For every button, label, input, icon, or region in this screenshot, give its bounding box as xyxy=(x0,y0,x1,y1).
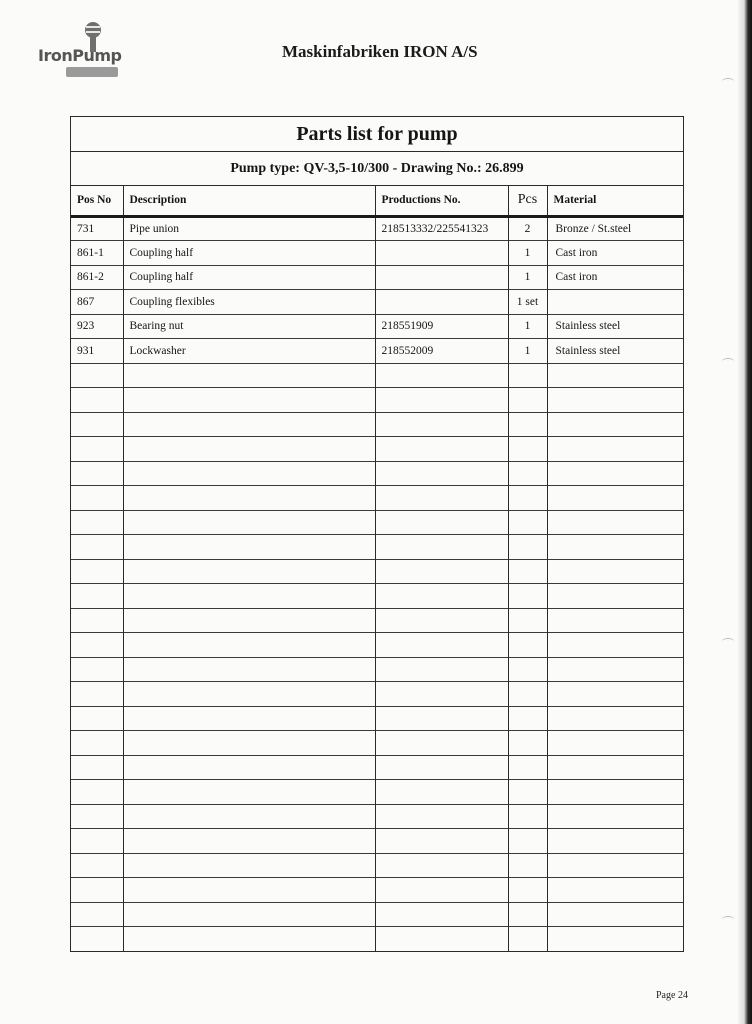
cell-pos: 861-1 xyxy=(71,241,123,266)
cell-production-no xyxy=(375,241,508,266)
cell-material: Bronze / St.steel xyxy=(547,216,683,241)
cell-description xyxy=(123,363,375,388)
cell-material xyxy=(547,780,683,805)
cell-production-no xyxy=(375,486,508,511)
cell-material xyxy=(547,290,683,315)
table-row-empty xyxy=(71,633,683,658)
table-row-empty xyxy=(71,584,683,609)
cell-pos xyxy=(71,363,123,388)
cell-material xyxy=(547,412,683,437)
cell-pcs: 1 set xyxy=(508,290,547,315)
cell-pcs xyxy=(508,437,547,462)
sheet-title: Parts list for pump xyxy=(71,117,683,152)
column-header-material: Material xyxy=(547,186,683,216)
cell-pcs xyxy=(508,902,547,927)
table-row-empty xyxy=(71,902,683,927)
cell-material: Stainless steel xyxy=(547,314,683,339)
cell-description: Coupling half xyxy=(123,241,375,266)
cell-production-no xyxy=(375,535,508,560)
cell-description xyxy=(123,559,375,584)
table-row-empty xyxy=(71,682,683,707)
cell-pos xyxy=(71,388,123,413)
cell-pcs xyxy=(508,657,547,682)
cell-material xyxy=(547,902,683,927)
cell-production-no: 218552009 xyxy=(375,339,508,364)
cell-pos xyxy=(71,878,123,903)
table-row-empty xyxy=(71,559,683,584)
company-logo xyxy=(38,20,148,80)
cell-pos xyxy=(71,437,123,462)
cell-material xyxy=(547,510,683,535)
table-row-empty xyxy=(71,780,683,805)
cell-material xyxy=(547,461,683,486)
cell-production-no xyxy=(375,902,508,927)
cell-pos xyxy=(71,706,123,731)
cell-production-no xyxy=(375,363,508,388)
cell-pos xyxy=(71,608,123,633)
cell-production-no xyxy=(375,731,508,756)
cell-description xyxy=(123,584,375,609)
cell-pos xyxy=(71,902,123,927)
cell-material xyxy=(547,682,683,707)
cell-pos xyxy=(71,461,123,486)
cell-pcs xyxy=(508,755,547,780)
table-row xyxy=(71,265,683,290)
cell-description: Coupling flexibles xyxy=(123,290,375,315)
table-row-empty xyxy=(71,706,683,731)
logo-base xyxy=(66,67,118,77)
cell-production-no xyxy=(375,584,508,609)
cell-pos xyxy=(71,829,123,854)
cell-material xyxy=(547,755,683,780)
cell-pcs xyxy=(508,804,547,829)
cell-pcs xyxy=(508,510,547,535)
table-row-empty xyxy=(71,755,683,780)
cell-description xyxy=(123,412,375,437)
binder-mark xyxy=(722,358,734,365)
cell-production-no xyxy=(375,804,508,829)
cell-pos xyxy=(71,584,123,609)
cell-description xyxy=(123,829,375,854)
column-header-production-no: Productions No. xyxy=(375,186,508,216)
cell-description xyxy=(123,780,375,805)
cell-material: Cast iron xyxy=(547,241,683,266)
cell-description xyxy=(123,902,375,927)
cell-pos xyxy=(71,755,123,780)
cell-description: Lockwasher xyxy=(123,339,375,364)
cell-material xyxy=(547,559,683,584)
table-row-empty xyxy=(71,657,683,682)
cell-material xyxy=(547,363,683,388)
cell-material xyxy=(547,584,683,609)
cell-pcs xyxy=(508,584,547,609)
cell-pos: 861-2 xyxy=(71,265,123,290)
cell-description: Coupling half xyxy=(123,265,375,290)
cell-pcs xyxy=(508,927,547,952)
cell-production-no xyxy=(375,461,508,486)
cell-production-no xyxy=(375,878,508,903)
page-number: Page 24 xyxy=(656,990,688,1001)
parts-table xyxy=(71,186,683,951)
cell-pcs xyxy=(508,535,547,560)
cell-pos xyxy=(71,853,123,878)
table-row-empty xyxy=(71,804,683,829)
cell-pos xyxy=(71,731,123,756)
cell-production-no xyxy=(375,290,508,315)
cell-description xyxy=(123,731,375,756)
cell-description xyxy=(123,853,375,878)
cell-pcs: 1 xyxy=(508,339,547,364)
cell-production-no xyxy=(375,633,508,658)
column-header-pcs: Pcs xyxy=(508,186,547,216)
cell-material xyxy=(547,706,683,731)
cell-pcs xyxy=(508,633,547,658)
cell-pcs xyxy=(508,363,547,388)
cell-pcs xyxy=(508,486,547,511)
cell-production-no xyxy=(375,829,508,854)
table-row-empty xyxy=(71,412,683,437)
cell-pcs xyxy=(508,706,547,731)
cell-production-no: 218551909 xyxy=(375,314,508,339)
column-header-pos: Pos No xyxy=(71,186,123,216)
table-row xyxy=(71,339,683,364)
cell-pos xyxy=(71,657,123,682)
cell-pcs xyxy=(508,853,547,878)
cell-pos xyxy=(71,633,123,658)
table-row-empty xyxy=(71,486,683,511)
scan-edge xyxy=(738,0,752,1024)
cell-pcs xyxy=(508,461,547,486)
cell-pcs xyxy=(508,829,547,854)
cell-pos: 923 xyxy=(71,314,123,339)
cell-pos xyxy=(71,510,123,535)
cell-material xyxy=(547,608,683,633)
cell-pcs: 1 xyxy=(508,241,547,266)
cell-pcs xyxy=(508,780,547,805)
cell-production-no xyxy=(375,682,508,707)
cell-pos xyxy=(71,927,123,952)
cell-material xyxy=(547,388,683,413)
table-row-empty xyxy=(71,608,683,633)
cell-pos xyxy=(71,535,123,560)
cell-production-no xyxy=(375,388,508,413)
cell-description xyxy=(123,388,375,413)
cell-pos: 931 xyxy=(71,339,123,364)
table-row-empty xyxy=(71,878,683,903)
cell-material xyxy=(547,853,683,878)
binder-mark xyxy=(722,916,734,923)
cell-pos: 867 xyxy=(71,290,123,315)
binder-mark xyxy=(722,78,734,85)
logo-text: IronPump xyxy=(38,46,122,65)
cell-description xyxy=(123,804,375,829)
cell-pcs: 1 xyxy=(508,314,547,339)
table-row-empty xyxy=(71,731,683,756)
table-row-empty xyxy=(71,363,683,388)
cell-pcs xyxy=(508,388,547,413)
table-row xyxy=(71,314,683,339)
cell-material xyxy=(547,657,683,682)
cell-pos: 731 xyxy=(77,222,95,235)
table-row xyxy=(71,290,683,315)
cell-description xyxy=(123,437,375,462)
cell-description xyxy=(123,486,375,511)
cell-description xyxy=(123,608,375,633)
cell-material xyxy=(547,878,683,903)
cell-description: Bearing nut xyxy=(123,314,375,339)
cell-production-no: 218513332/225541323 xyxy=(375,216,508,241)
cell-production-no xyxy=(375,780,508,805)
table-row-empty xyxy=(71,535,683,560)
cell-production-no xyxy=(375,853,508,878)
cell-production-no xyxy=(375,510,508,535)
cell-production-no xyxy=(375,412,508,437)
cell-material xyxy=(547,437,683,462)
cell-production-no xyxy=(375,437,508,462)
cell-description xyxy=(123,657,375,682)
column-header-description: Description xyxy=(123,186,375,216)
cell-description: Pipe union xyxy=(123,216,375,241)
cell-description xyxy=(123,878,375,903)
cell-pos xyxy=(71,780,123,805)
cell-description xyxy=(123,535,375,560)
table-row xyxy=(71,241,683,266)
cell-description xyxy=(123,633,375,658)
cell-pcs xyxy=(508,878,547,903)
cell-material xyxy=(547,927,683,952)
cell-pcs xyxy=(508,412,547,437)
cell-pos xyxy=(71,804,123,829)
parts-list-sheet xyxy=(70,116,684,952)
cell-material: Cast iron xyxy=(547,265,683,290)
table-row-empty xyxy=(71,927,683,952)
table-row-empty xyxy=(71,829,683,854)
cell-pcs xyxy=(508,731,547,756)
cell-pcs: 2 xyxy=(508,216,547,241)
cell-pos xyxy=(71,412,123,437)
cell-production-no xyxy=(375,657,508,682)
cell-material xyxy=(547,829,683,854)
table-header-row xyxy=(71,186,683,216)
cell-pos xyxy=(71,682,123,707)
company-name: Maskinfabriken IRON A/S xyxy=(282,42,478,61)
cell-pcs xyxy=(508,608,547,633)
table-row-empty xyxy=(71,853,683,878)
cell-pos xyxy=(71,559,123,584)
cell-pos xyxy=(71,486,123,511)
cell-production-no xyxy=(375,608,508,633)
table-row-empty xyxy=(71,510,683,535)
cell-description xyxy=(123,927,375,952)
cell-production-no xyxy=(375,559,508,584)
cell-pcs xyxy=(508,682,547,707)
table-row-empty xyxy=(71,388,683,413)
table-row-empty xyxy=(71,437,683,462)
cell-description xyxy=(123,706,375,731)
cell-production-no xyxy=(375,755,508,780)
cell-production-no xyxy=(375,927,508,952)
binder-mark xyxy=(722,638,734,645)
cell-production-no xyxy=(375,265,508,290)
cell-material: Stainless steel xyxy=(547,339,683,364)
cell-material xyxy=(547,486,683,511)
cell-description xyxy=(123,510,375,535)
cell-description xyxy=(123,755,375,780)
cell-material xyxy=(547,731,683,756)
cell-pcs xyxy=(508,559,547,584)
sheet-subtitle: Pump type: QV-3,5-10/300 - Drawing No.: 26.899 xyxy=(71,152,683,186)
cell-description xyxy=(123,461,375,486)
table-row xyxy=(71,216,683,241)
cell-description xyxy=(123,682,375,707)
cell-production-no xyxy=(375,706,508,731)
cell-pcs: 1 xyxy=(508,265,547,290)
cell-material xyxy=(547,633,683,658)
cell-material xyxy=(547,535,683,560)
cell-material xyxy=(547,804,683,829)
table-row-empty xyxy=(71,461,683,486)
